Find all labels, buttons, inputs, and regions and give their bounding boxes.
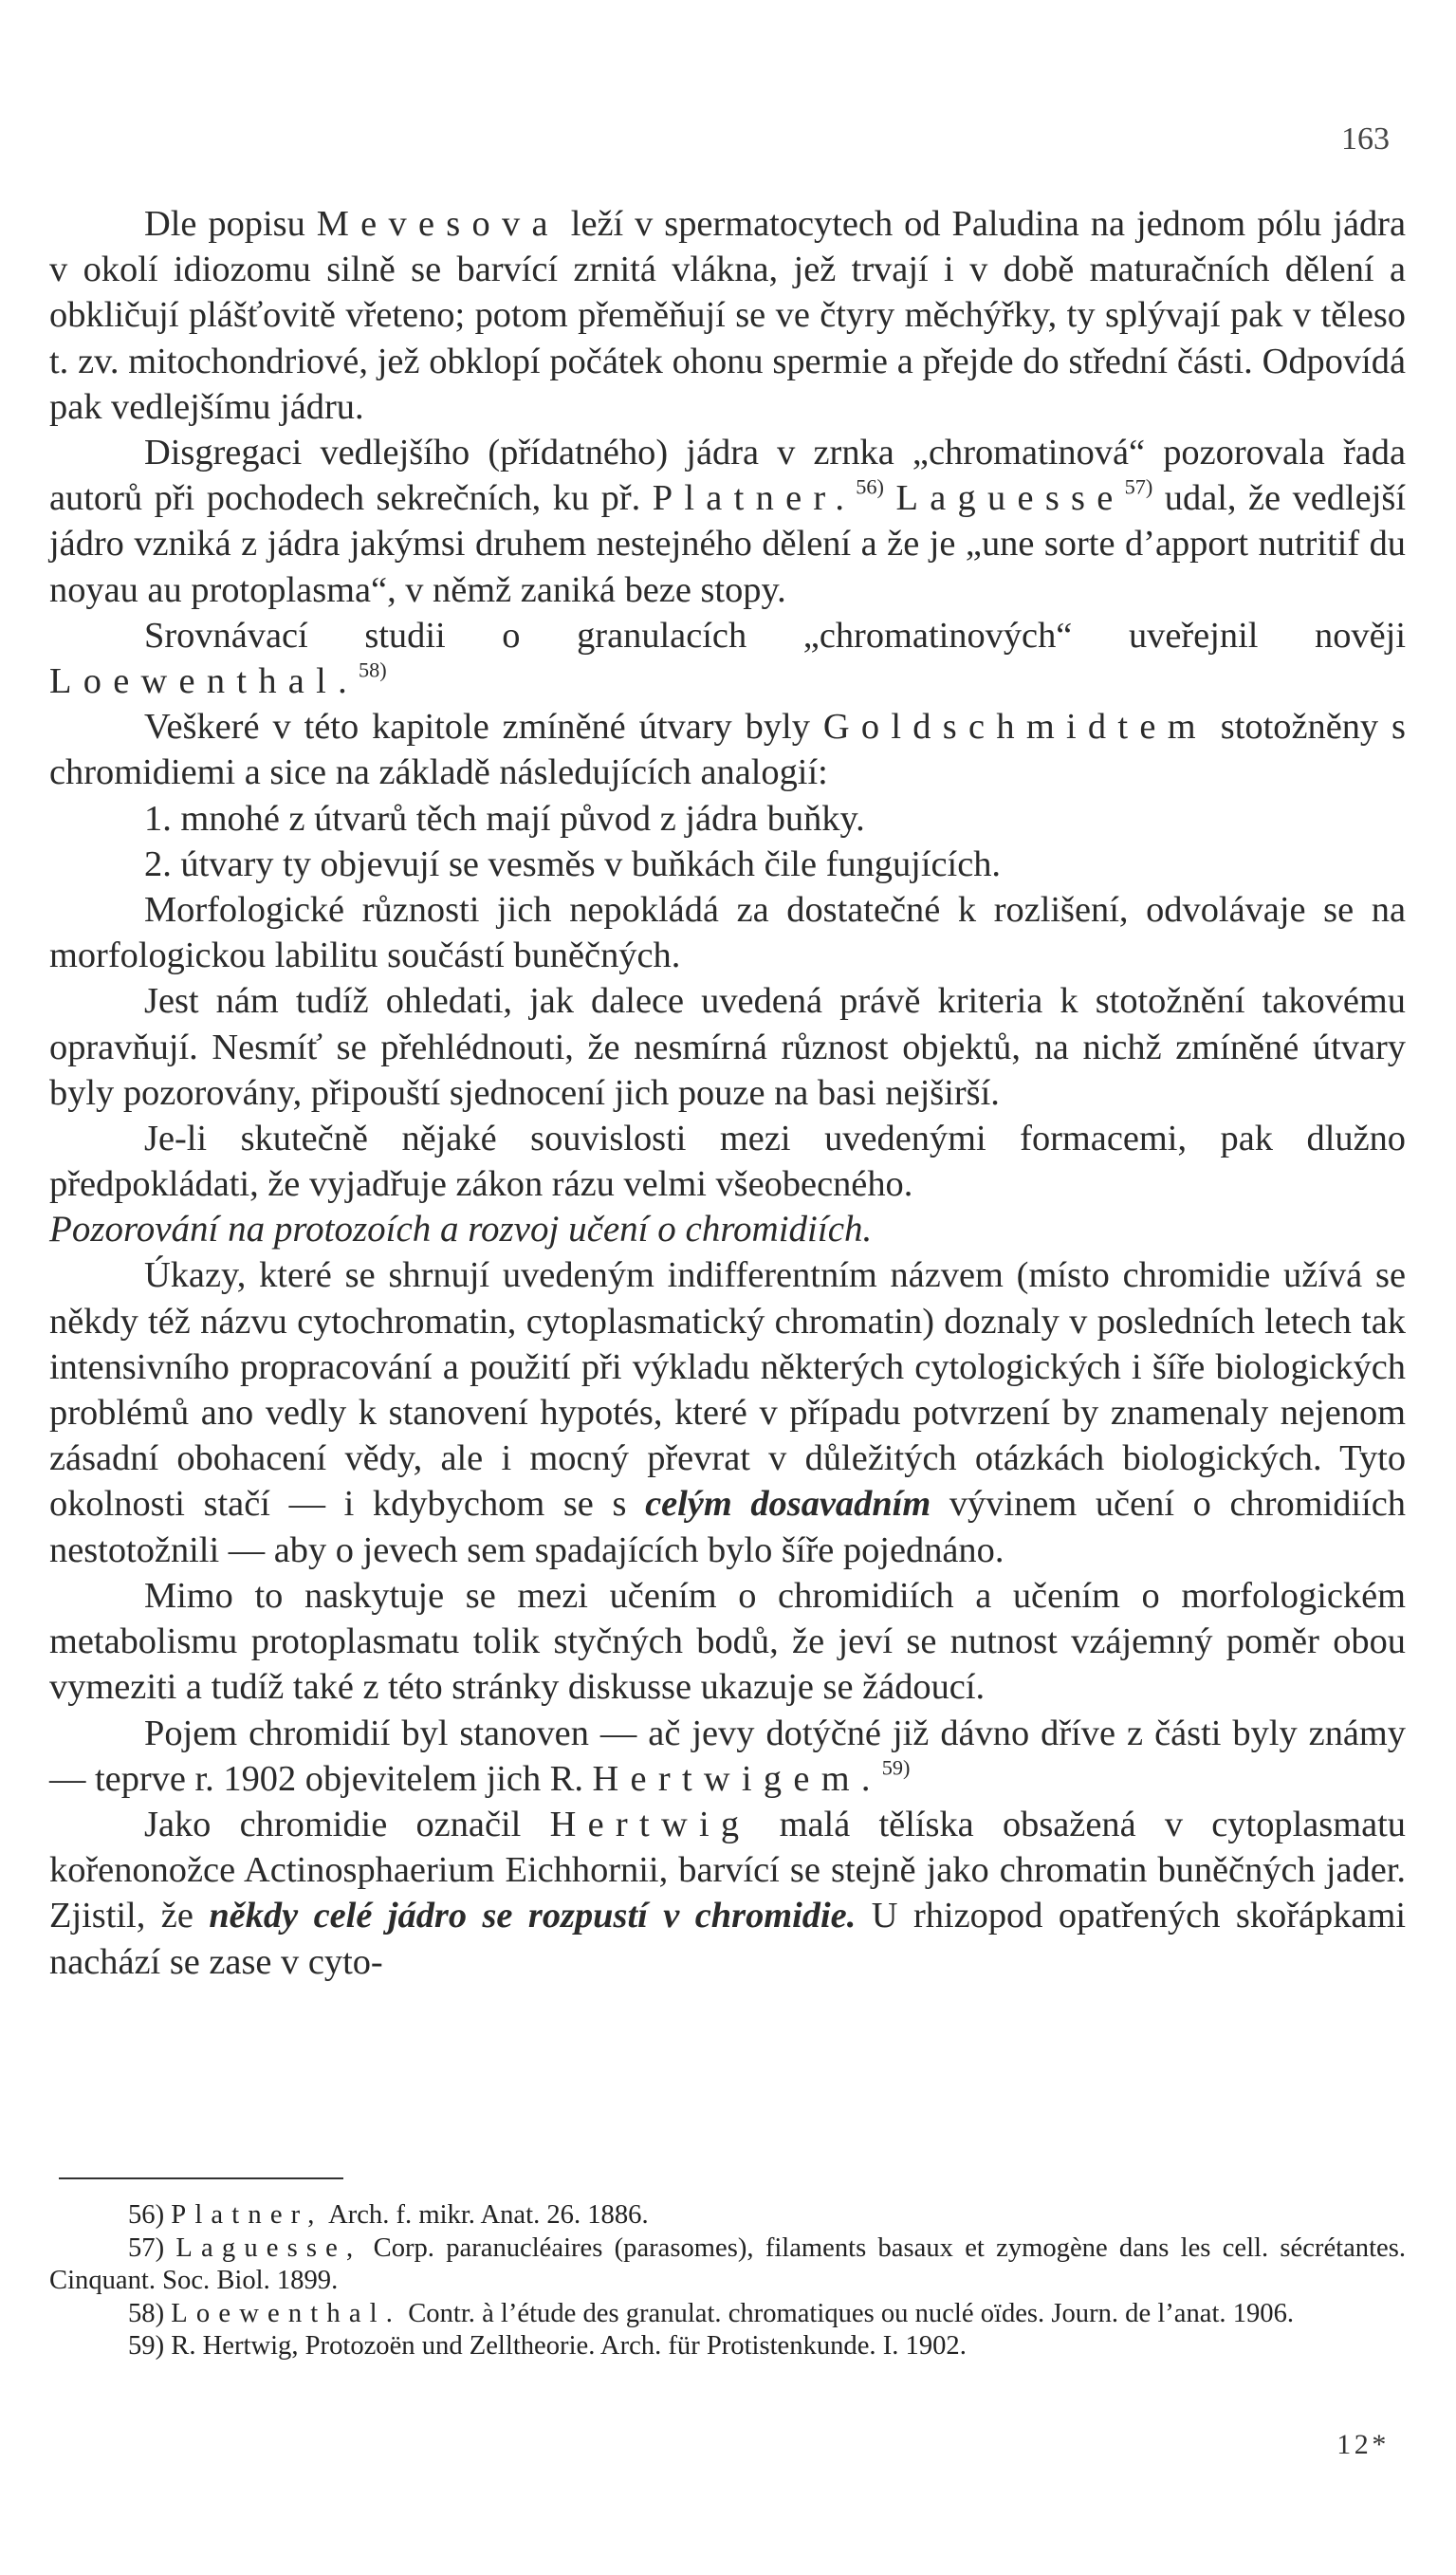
author-name: Laguesse — [895, 478, 1125, 519]
section-heading: Pozorování na protozoích a rozvoj učení o chromidiích. — [49, 1209, 873, 1250]
paragraph: Morfologické různosti jich nepokládá za dostatečné k rozlišení, odvolávaje se na morfologickou labilitu součástí buněčných. — [49, 890, 1406, 976]
author-name: Loewenthal. — [49, 661, 359, 702]
footnote-ref: 59) — [881, 1755, 911, 1779]
paragraph: Disgregaci vedlejšího (přídatného) jádra v zrnka „chromatinová“ pozorovala řada autorů při pochodech sekrečních, ku př. Platner.$^{56)}$ Laguesse$^{57)}$ udal, že vedlejší jádro vzniká z jádra jakýmsi druhem nestejného dělení a že je „une sorte d’apport nutritif du noyau au protoplasma“, v němž zaniká beze stopy. — [49, 433, 1406, 610]
footnote-divider — [59, 2177, 343, 2179]
footnote: 57) Laguesse, Corp. paranucléaires (parasomes), filaments basaux et zymogène dans les cell. sécrétantes. Cinquant. Soc. Biol. 1899. — [49, 2232, 1406, 2295]
paragraph: Jest nám tudíž ohledati, jak dalece uvedená právě kriteria k stotožnění takovému opravňují. Nesmíť se přehlédnouti, že nesmírná různost objektů, na nichž zmíněné útvary byly pozorovány, připouští sjednocení jich pouze na basi nejširší. — [49, 981, 1406, 1113]
paragraph: Mimo to naskytuje se mezi učením o chromidiích a učením o morfologickém metabolismu protoplasmatu tolik styčných bodů, že jeví se nutnost vzájemný poměr obou vymeziti a tudíž také z této stránky diskusse ukazuje se žádoucí. — [49, 1575, 1406, 1708]
author-name: R. Hertwig, — [171, 2331, 299, 2361]
main-text — [49, 201, 1406, 1985]
footnote-ref: 58) — [358, 658, 387, 682]
list-item: 1. mnohé z útvarů těch mají původ z jádra buňky. — [144, 798, 865, 839]
list-item: 2. útvary ty objevují se vesměs v buňkách čile fungujících. — [144, 843, 1002, 884]
emphasis: celým dosavadním — [645, 1484, 931, 1525]
author-name: Loewenthal. — [171, 2298, 402, 2328]
paragraph: Jako chromidie označil Hertwig malá tělíska obsažená v cytoplasmatu kořenonožce Actinosphaerium Eichhornii, barvící se stejně jako chromatin buněčných jader. Zjistil, že někdy celé jádro se rozpustí v chromidie. U rhizopod opatřených skořápkami nachází se zase v cyto- — [49, 1804, 1406, 1982]
footnote: 58) Loewenthal. Contr. à l’étude des granulat. chromatiques ou nuclé oïdes. Journ. de l’anat. 1906. — [128, 2298, 1295, 2328]
author-name: Platner. — [652, 478, 857, 519]
author-name: Hertwigem. — [592, 1758, 882, 1799]
author-name: Laguesse, — [175, 2232, 362, 2263]
paragraph: Je-li skutečně nějaké souvislosti mezi uvedenými formacemi, pak dlužno předpokládati, že vyjadřuje zákon rázu velmi všeobecného. — [49, 1119, 1406, 1205]
footnote-ref: 56) — [856, 474, 884, 499]
footnote-ref: 57) — [1124, 474, 1153, 499]
paragraph: Veškeré v této kapitole zmíněné útvary byly Goldschmidtem stotožněny s chromidiemi a sice na základě následujících analogií: — [49, 707, 1407, 793]
paragraph: Dle popisu Mevesova leží v spermatocytech od Paludina na jednom pólu jádra v okolí idiozomu silně se barvící zrnitá vlákna, jež trvají i v době maturačních dělení a obkličují plášťovitě vřeteno; potom přeměňují se ve čtyry měchýřky, ty splývají pak v těleso t. zv. mitochondriové, jež obklopí počátek ohonu spermie a přejde do střední části. Odpovídá pak vedlejšímu jádru. — [49, 204, 1406, 427]
author-name: Goldschmidtem — [822, 707, 1207, 748]
footnotes — [49, 2199, 1406, 2363]
printer-signature: 12* — [1336, 2429, 1390, 2460]
emphasis: někdy celé jádro se rozpustí v chromidie. — [209, 1896, 857, 1936]
author-name: Mevesova — [316, 204, 560, 244]
author-name: Hertwig — [549, 1804, 751, 1844]
paragraph: Pojem chromidií byl stanoven — ač jevy dotýčné již dávno dříve z části byly známy — teprve r. 1902 objevitelem jich R. Hertwigem.$^{59)}$ — [49, 1713, 1406, 1799]
author-name: Platner, — [171, 2200, 323, 2230]
paragraph: Úkazy, které se shrnují uvedeným indifferentním názvem (místo chromidie užívá se někdy též názvu cytochromatin, cytoplasmatický chromatin) doznaly v posledních letech tak intensivního propracování a použití při výkladu některých cytologických i šíře biologických problémů ano vedly k stanovení hypotés, které v případu potvrzení by znamenaly nejenom zásadní obohacení vědy, ale i mocný převrat v důležitých otázkách biologických. Tyto okolnosti stačí — i kdybychom se s celým dosavadním vývinem učení o chromidiích nestotožnili — aby o jevech sem spadajících bylo šíře pojednáno. — [49, 1255, 1407, 1570]
footnote: 56) Platner, Arch. f. mikr. Anat. 26. 1886. — [128, 2200, 649, 2230]
page-number: 163 — [1341, 121, 1390, 157]
paragraph: Srovnávací studii o granulacích „chromatinových“ uveřejnil nověji Loewenthal.$^{58)}$ — [49, 615, 1406, 702]
footnote: 59) R. Hertwig, Protozoën und Zelltheorie. Arch. für Protistenkunde. I. 1902. — [128, 2331, 967, 2361]
